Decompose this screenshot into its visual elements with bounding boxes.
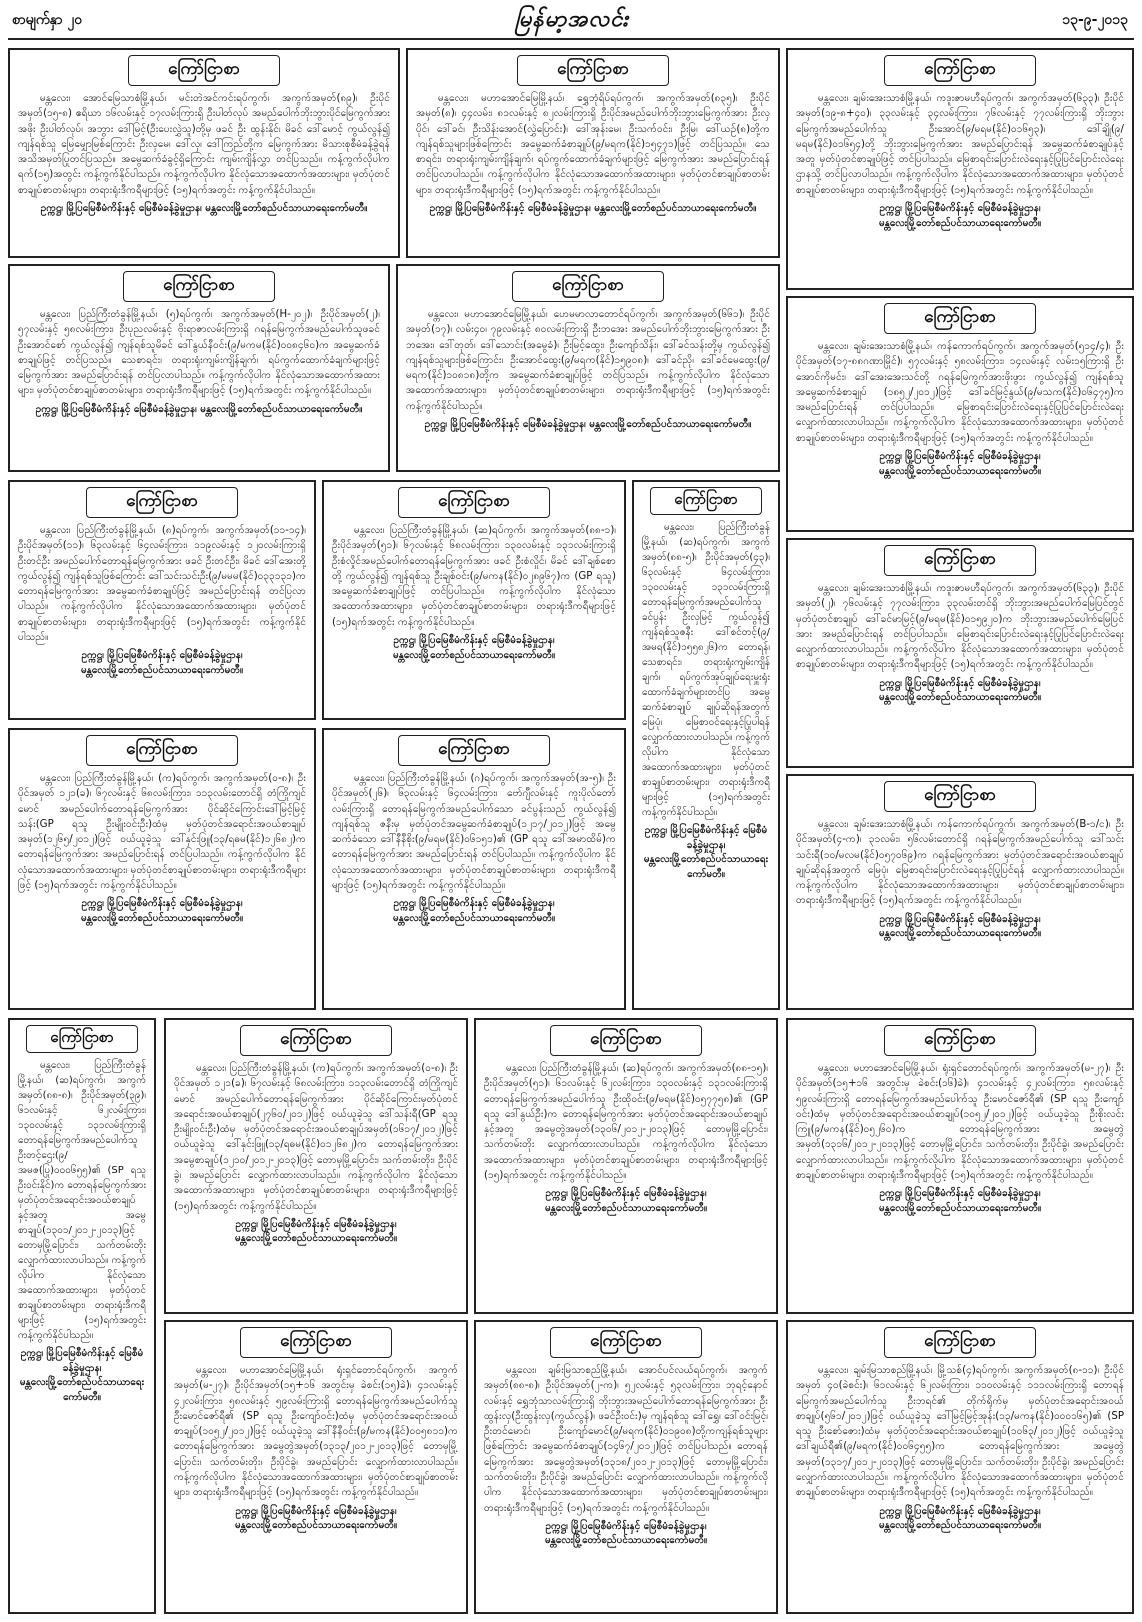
notice-1 bbox=[8, 48, 400, 258]
notice-signature: ဥက္ကဋ္ဌ၊ မြို့ပြမြေစီမံကိန်းနှင့် မြေစီမံခန့်ခွဲမှုဌာန၊ မန္တလေးမြို့တော်စည်ပင်သာယာရေးကော်မတီ။ bbox=[424, 419, 752, 431]
notice-title: ကြော်ငြာစာ bbox=[26, 1025, 138, 1053]
notice-body: မန္တလေး၊ ပြည်ကြီးတံခွန်မြို့နယ်၊ (ဆ)ရပ်ကွက်၊ အကွက်အမှတ်(၈၈-၁)၊ ဦးပိုင်အမှတ်(၅၁)၊ ၆၇လမ်းနှင့် ၆၈လမ်းကြား၊ ၁၃၀လမ်းနှင့် ၁၃၁လမ်းကြားရှိ ဦးစံလှိုင်အမည်ပေါက်တောရန်မြေကွက်အား ဖခင် ဦးစံလှိုင်၊ မိခင် ဒေါ်ချစ်စော တို့ ကွယ်လွန်၍ ကျန်ရစ်သူ ဦးချစ်ဝင်း(၉/မကန(နိုင်)၀၂၈၉၆၇)က (GP ရသူ) အမွေဆက်ခံစာချုပ်ဖြင့် တင်ပြပါသည်။ ကန့်ကွက်လိုပါက နိုင်လုံသောအထောက်အထားများ၊ မှတ်ပုံတင်စာချုပ်စာတမ်းများ၊ တရားရုံးဒီကရီများဖြင့် (၁၅)ရက်အတွင်း ကန့်ကွက်နိုင်ပါသည်။ bbox=[332, 525, 616, 628]
notice-signature: ဥက္ကဋ္ဌ၊ မြို့ပြမြေစီမံကိန်းနှင့် မြေစီမံခန့်ခွဲမှုဌာန၊ မန္တလေးမြို့တော်စည်ပင်သာယာရေးကော်မတီ။ bbox=[40, 203, 368, 215]
page-number: စာမျက်နှာ ၂၀ bbox=[12, 12, 83, 28]
notice-6 bbox=[786, 296, 1134, 532]
notice-16 bbox=[474, 1018, 778, 1314]
notice-body: မန္တလေး၊ ချမ်းမြသာစည်မြို့နယ်၊ အောင်ပင်လယ်ရပ်ကွက်၊ အကွက်အမှတ်(၈၈-၈)၊ ဦးပိုင်အမှတ်(၂-က)၊ ၅၂လမ်းနှင့် ၅၃လမ်းကြား၊ ဘုရင့်နောင်လမ်းနှင့် ရွှေဘုံသာလမ်းကြားရှိ ဘိုးဘွားအမည်ပေါက်တောရန်မြေကွက်အား ဦးထွန်းလှ(ဦးထွန်းလှ(ကွယ်လွန်)၊ ဖခင်ဦးဝင်း)မှ ကျန်ရစ်သူ ဒေါ်ရွှေ၊ ဒေါ်ဝင်းမြင့်၊ ဦးတင်မောင်၊ ဦးကျော်မောင်(၉/မရက(နိုင်)၀၁၉၀၈)တို့ကကျန်ရစ်သူများဖြစ်ကြောင်း အမွေဆက်ခံစာချုပ်(၁၄၆၇/၂၀၁၂)ဖြင့် တင်ပြပါသည်။ တောရန်မြေကွက်အား အမွေတွဲအမှတ်(၁၃၁၈/၂၀၁၂-၂၀၁၃)ဖြင့် တောမှမြို့ပြောင်း၊ သက်တမ်းတိုး၊ ဦးပိုင်ခွဲ၊ အမည်ပြောင်း လျှောက်ထားလာပါသည်။ ကန့်ကွက်လိုပါက နိုင်လုံသောအထောက်အထားများ၊ မှတ်ပုံတင်စာချုပ်စာတမ်းများ၊ တရားရုံးဒီကရီများဖြင့် (၁၅)ရက်အတွင်း ကန့်ကွက်နိုင်ပါသည်။ bbox=[484, 1365, 768, 1514]
notice-body: မန္တလေး၊ မဟာအောင်မြေမြို့နယ်၊ ဟေမမာလာတောင်ရပ်ကွက်၊ အကွက်အမှတ်(၆၆၁)၊ ဦးပိုင်အမှတ်(၁၇)၊ လမ်း၄၀၊ ၇၉လမ်းနှင့် ၈၀လမ်းကြားရှိ ဦးဘအေး အမည်ပေါက်ဘိုးဘွားမြေကွက်အား ဦးဘအေး၊ ဒေါ်တုတ်၊ ဒေါ်သောင်း(အမွေခံ)၊ ဦးမြင့်ထွေး၊ ဦးကျော်သိန်း၊ ဒေါ်ခင်သန်းတို့မှ ကွယ်လွန်၍ ကျန်ရစ်သူများဖြစ်ကြောင်း၊ ဦးအောင်ထွေး(၉/မရက(နိုင်)၁၅၉၀၈)၊ ဒေါ်ခင်ညို၊ ဒေါ်ခင်မေထွေး(၉/မရက(နိုင်)၁၀၈၁၈)တို့က အမွေဆက်ခံစာချုပ်ဖြင့် တင်ပြသည်။ ကန့်ကွက်လိုပါက နိုင်လုံသောအထောက်အထားများ၊ မှတ်ပုံတင်စာချုပ်စာတမ်းများ၊ တရားရုံးဒီကရီများဖြင့် (၁၅)ရက်အတွင်း ကန့်ကွက်နိုင်ပါသည်။ bbox=[406, 309, 770, 412]
header-divider bbox=[8, 38, 1134, 40]
notice-title: ကြော်ငြာစာ bbox=[884, 545, 1036, 576]
notice-9 bbox=[632, 480, 780, 1010]
notice-body: မန္တလေး၊ ချမ်းအေးသာစံမြို့နယ်၊ ကန်ကောက်ရပ်ကွက်၊ အကွက်အမှတ်(B-၁/င)၊ ဦးပိုင်အမှတ်(၄-က)၊ ၃၁လမ်း၊ ၅၆လမ်းတောင်ရှိ ဂရန်မြေကွက်အမည်ပေါက်သူ ဒေါ်သင်းသင်းရီ(၁၀/မလမ(နိုင်)၀၅၇၀၆၉)က ဂရန်မြေကွက်အား မှတ်ပုံတင်အရောင်းအဝယ်စာချုပ် ချုပ်ဆိုရန်အတွက် မြေပုံ၊ မြေစာရင်းပြောင်းလဲရေးနှင့်ပြုပြင်ရန် လျှောက်ထားလာပါသည်။ ကန့်ကွက်လိုပါက နိုင်လုံသောအထောက်အထားများ၊ မှတ်ပုံတင်စာချုပ်စာတမ်းများ၊ တရားရုံးဒီကရီများဖြင့် (၁၅)ရက်အတွင်း ကန့်ကွက်နိုင်ပါသည်။ bbox=[796, 819, 1124, 907]
notice-signature: ဥက္ကဋ္ဌ၊ မြို့ပြမြေစီမံကိန်းနှင့် မြေစီမံခန့်ခွဲမှုဌာန၊ မန္တလေးမြို့တော်စည်ပင်သာယာရေးကော်မတီ။ bbox=[544, 1520, 708, 1547]
notice-2 bbox=[406, 48, 780, 258]
notice-body: မန္တလေး၊ မဟာအောင်မြေမြို့နယ်၊ ရွှေဘုံရိပ်ရပ်ကွက်၊ အကွက်အမှတ်(၈၃၅)၊ ဦးပိုင်အမှတ်(၈)၊ ၄၄လမ်း၊ ၈၁လမ်းနှင့် ၈၂လမ်းကြားရှိ ဦးပိုင်အမည်ပေါက်ဘိုးဘွားမြေကွက်အား ဦးလှပိုင်၊ ဒေါ်ခင်၊ ဦးသိန်းအောင်(လွှဲပြောင်း)၊ ဒေါ်အုန်းမေ၊ ဦးသက်ဝင်း၊ ဦးမြ၊ ဒေါ်ယဉ်(၈)တို့ကကျန်ရစ်သူများဖြစ်ကြောင်း အမွေဆက်ခံစာချုပ်(၉/မရက(နိုင်)၁၅၄၇၁)ဖြင့် တင်ပြသည်။ သေစာရင်း၊ တရားရုံးကျမ်းကျိန်ချက်၊ ရပ်ကွက်ထောက်ခံချက်များဖြင့် မြေကွက်အား အမည်ပြောင်းရန် တင်ပြလာပါသည်။ ကန့်ကွက်လိုပါက နိုင်လုံသောအထောက်အထားများ၊ မှတ်ပုံတင်စာချုပ်စာတမ်းများ၊ တရားရုံးဒီကရီများဖြင့် (၁၅)ရက်အတွင်း ကန့်ကွက်နိုင်ပါသည်။ bbox=[416, 93, 770, 196]
notice-signature: ဥက္ကဋ္ဌ၊ မြို့ပြမြေစီမံကိန်းနှင့် မြေစီမံခန့်ခွဲမှုဌာန၊ မန္တလေးမြို့တော်စည်ပင်သာယာရေးကော်မတီ။ bbox=[80, 898, 244, 924]
notice-signature: ဥက္ကဋ္ဌ၊ မြို့ပြမြေစီမံကိန်းနှင့် မြေစီမံခန့်ခွဲမှုဌာန၊ မန္တလေးမြို့တော်စည်ပင်သာယာရေးကော်မတီ။ bbox=[80, 650, 244, 676]
notice-signature: ဥက္ကဋ္ဌ၊ မြို့ပြမြေစီမံကိန်းနှင့် မြေစီမံခန့်ခွဲမှုဌာန၊ မန္တလေးမြို့တော်စည်ပင်သာယာရေးကော်မတီ။ bbox=[429, 203, 757, 215]
notice-signature: ဥက္ကဋ္ဌ၊ မြို့ပြမြေစီမံကိန်းနှင့် မြေစီမံခန့်ခွဲမှုဌာန၊ မန္တလေးမြို့တော်စည်ပင်သာယာရေးကော်မတီ။ bbox=[392, 898, 556, 924]
newspaper-logo: မြန်မာ့အလင်း bbox=[515, 7, 629, 32]
notice-15 bbox=[164, 1018, 468, 1314]
notice-body: မန္တလေး၊ ပြည်ကြီးတံခွန်မြို့နယ်၊ (ဆ)ရပ်ကွက်၊ အကွက်အမှတ်(၈၈-၅)၊ ဦးပိုင်အမှတ်(၄၃)၊ ၆၃လမ်းနှင့် ၆၄လမ်းကြား၊ ၁၃၀လမ်းနှင့် ၁၃၁လမ်းကြားရှိ တောရန်မြေကွက်အမည်ပေါက်သူ ခင်ပွန်း ဦးလှမြင့် ကွယ်လွန်၍ ကျန်ရစ်သူဇနီး ဒေါ်စင်တင့်(၉/အမရ(နိုင်)၁၅၅၈၂၆)က တောရန်၊ သေစာရင်း၊ တရားရုံးကျမ်းကျိန်ချက်၊ ရပ်ကွက်အုပ်ချုပ်ရေးမှူးရုံး ထောက်ခံချက်များတင်ပြ အမွေဆက်ခံစာချုပ် ချုပ်ဆိုရန်အတွက် မြေပုံ၊ မြေစာဝင်ရေးနှင့်ပြုပါရန် လျှောက်ထားလာပါသည်။ ကန့်ကွက်လိုပါက နိုင်လုံသောအထောက်အထားများ၊ မှတ်ပုံတင်စာချုပ်စာတမ်းများ၊ တရားရုံးဒီကရီများဖြင့် (၁၅)ရက်အတွင်း ကန့်ကွက်နိုင်ပါသည်။ bbox=[642, 522, 770, 818]
notice-body: မန္တလေး၊ ပြည်ကြီးတံခွန်မြို့နယ်၊ (၅)ရပ်ကွက်၊ အကွက်အမှတ်(H-၂၀၂)၊ ဦးပိုင်အမှတ်(၂)၊ ၅၇လမ်းနှင့် ၅၈လမ်းကြား၊ ဦးပုညလမ်းနှင့် ဗိုးရာဇာလမ်းကြားရှိ ဂရန်မြေကွက်အမည်ပေါက်သူဖခင် ဦးအောင်စော် ကွယ်လွန်၍ ကျန်ရစ်သူမိခင် ဒေါ်နွယ်နီဝင်း(၉/မကမ(နိုင်)၀၀၈၄၆၀)က အမွေဆက်ခံစာချုပ်ဖြင့် တင်ပြသည်။ သေစာရင်း၊ တရားရုံးကျမ်းကျိန်ချက်၊ ရပ်ကွက်ထောက်ခံချက်များဖြင့် မြေကွက်အား အမည်ပြောင်းရန် တင်ပြလာပါသည်။ ကန့်ကွက်လိုပါက နိုင်လုံသောအထောက်အထားများ၊ မှတ်ပုံတင်စာချုပ်စာတမ်းများ၊ တရားရုံးဒီကရီများဖြင့် (၁၅)ရက်အတွင်း ကန့်ကွက်နိုင်ပါသည်။ bbox=[18, 309, 380, 397]
notice-body: မန္တလေး၊ ပြည်ကြီးတံခွန်မြို့နယ်၊ (ဂ)ရပ်ကွက်၊ အကွက်အမှတ်(အ-၅)၊ ဦးပိုင်အမှတ်(၂၆)၊ ၆၃လမ်းနှင့် ၆၄လမ်းကြား၊ ဗော်ဂျီလမ်းနှင့် ကူးပိုလ်တော်လမ်းကြားရှိ တောရန်မြေကွက်အမည်ပေါက်သော ခင်ပွန်းသည် ကွယ်လွန်၍ ကျန်ရစ်သူ ဇနီးမှ မှတ်ပုံတင်အမွေဆက်ခံစာချုပ်(၁၂၁၇/၂၀၁၂)ဖြင့် အမွေဆက်ခံသော ဒေါ်နီနီစိုး(၉/မရမ(နိုင်)၀၆၁၅၁)၏ (GP ရသူ ဒေါ်အမာထိမ်)က တောရန်မြေကွက်အား အမည်ပြောင်းရန် တင်ပြပါသည်။ ကန့်ကွက်လိုပါက နိုင်လုံသောအထောက်အထားများ၊ မှတ်ပုံတင်စာချုပ်စာတမ်းများ၊ တရားရုံးဒီကရီများဖြင့် (၁၅)ရက်အတွင်း ကန့်ကွက်နိုင်ပါသည်။ bbox=[332, 773, 616, 892]
notice-title: ကြော်ငြာစာ bbox=[884, 1327, 1036, 1358]
notice-signature: ဥက္ကဋ္ဌ၊ မြို့ပြမြေစီမံကိန်းနှင့် မြေစီမံခန့်ခွဲမှုဌာန၊ မန္တလေးမြို့တော်စည်ပင်သာယာရေးကော်မတီ။ bbox=[878, 451, 1042, 477]
notice-17 bbox=[786, 1018, 1134, 1314]
notice-title: ကြော်ငြာစာ bbox=[398, 487, 550, 518]
notice-3 bbox=[786, 48, 1134, 290]
notice-signature: ဥက္ကဋ္ဌ၊ မြို့ပြမြေစီမံကိန်းနှင့် မြေစီမံခန့်ခွဲမှုဌာန၊ မန္တလေးမြို့တော်စည်ပင်သာယာရေးကော်မတီ။ bbox=[19, 1348, 145, 1403]
notice-body: မန္တလေး၊ ပြည်ကြီးတံခွန်မြို့နယ်၊ (က)ရပ်ကွက်၊ အကွက်အမှတ်(၀-၈)၊ ဦးပိုင်အမှတ် ၁၂၁(ခ)၊ ၆၇လမ်းနှင့် ၆၈လမ်းကြား၊ ၁၁၃လမ်းတောင်ရှိ တံကြိုကျင်မောင် အမည်ပေါက်တောရန်မြေကွက်အား ပိုင်ဆိုင်ကြောင်းမှတ်ပုံတင်အရောင်းအဝယ်စာချုပ်(၂၇၆၀/၂၀၁၂)ဖြင့် ဝယ်ယူခဲ့သူ ဒေါ်သန်းရီ(GP ရသူ ဦးမျိုးဝင်းဦး)ထံမှ မှတ်ပုံတင်အရောင်းအဝယ်စာချုပ်အမှတ်(၁၆၁၇/၂၀၁၂)ဖြင့် ဝယ်ယူခဲ့သူ ဒေါ်နှင်းဖြူ(၁၃/ရဓမ(နိုင်)၀၁၂၆၈၂)က တောရန်မြေကွက်အား အမွေစာချုပ်(၁၂၁၀/၂၀၁၂-၂၀၁၃)ဖြင့် တောမှမြို့ပြောင်း၊ သက်တမ်းတိုး၊ ဦးပိုင်ခွဲ၊ အမည်ပြောင်း လျှောက်ထားလာပါသည်။ ကန့်ကွက်လိုပါက နိုင်လုံသောအထောက်အထားများ၊ မှတ်ပုံတင်စာချုပ်စာတမ်းများ၊ တရားရုံးဒီကရီများဖြင့် (၁၅)ရက်အတွင်း ကန့်ကွက်နိုင်ပါသည်။ bbox=[174, 1063, 458, 1212]
notice-title: ကြော်ငြာစာ bbox=[550, 1327, 702, 1358]
notice-signature: ဥက္ကဋ္ဌ၊ မြို့ပြမြေစီမံကိန်းနှင့် မြေစီမံခန့်ခွဲမှုဌာန၊ မန္တလေးမြို့တော်စည်ပင်သာယာရေးကော်မတီ။ bbox=[544, 1188, 708, 1214]
notice-body: မန္တလေး၊ ချမ်းအေးသာစံမြို့နယ်၊ ကန်ကောက်ရပ်ကွက်၊ အကွက်အမှတ်(၅၁၄/၄)၊ ဦးပိုင်အမှတ်(၁၇-၈၈ဂဏာမြိုင်)၊ ၅၇လမ်းနှင့် ၅၈လမ်းကြား၊ ၁၄လမ်းနှင့် လမ်း၁၅ကြားရှိ ဦးအောင်ကိုမင်း၊ ဒေါ်အေးအေးသင်တို့ ဂရန်မြေကွက်အားဖိုးဖွား ကွယ်လွန်၍ ကျန်ရစ်သူ အမွေဆက်ခံစာချုပ် (၁၈၅၂/၂၀၁၂)ဖြင့် ဒေါ်ခင်မြင့်နွယ်(၉/မသက(နိုင်)၀၆၄၇၅)က အမည်ပြောင်းရန် တင်ပြပါသည်။ မြေစာရင်းပြောင်းလဲရေးနှင့်ပြုပြင်ပြောင်းလဲရေး လျှောက်ထားလာပါသည်။ ကန့်ကွက်လိုပါက နိုင်လုံသောအထောက်အထားများ၊ မှတ်ပုံတင်စာချုပ်စာတမ်းများ၊ တရားရုံးဒီကရီများဖြင့် (၁၅)ရက်အတွင်း ကန့်ကွက်နိုင်ပါသည်။ bbox=[796, 341, 1124, 444]
notice-signature: ဥက္ကဋ္ဌ၊ မြို့ပြမြေစီမံကိန်းနှင့် မြေစီမံခန့်ခွဲမှုဌာန၊ မန္တလေးမြို့တော်စည်ပင်သာယာရေးကော်မတီ။ bbox=[234, 1218, 398, 1245]
notice-4 bbox=[8, 264, 390, 472]
notice-body: မန္တလေး၊ အောင်မြေသာစံမြို့နယ်၊ မင်းတဲအင်ကင်းရပ်ကွက်၊ အကွက်အမှတ်(၈၉)၊ ဦးပိုင်အမှတ်(၁၅-၈) ဧရိယာ ၁၆လမ်းနှင့် ၁၇လမ်းကြားရှိ ဦးပါတ်လုပ် အမည်ပေါက်ဘိုးဘွားပိုင်မြေကွက်အား အဖိုး ဦးပါတ်လုပ်၊ အဘွား ဒေါ်မြင့်(ဦးပေးလွှဲသူ)တို့မှ ဖခင် ဦး ထွန်းနိုင်၊ မိခင် ဒေါ်မောင့် ကွယ်လွန်၍ ကျန်ရစ်သူ မြေမျှောမြစ်ကြောင်း ဦးလှမေ၊ ဒေါ်လှ၊ ဒေါ်ကြည်တို့က မြေကွက်အား မိသားစုစီမံခန့်ခွဲရန် အသိအမှတ်ပြုတင်ပြသည်။ အမွေဆက်ခံခွင့်ရှိကြောင်း ကျမ်းကျိန်လွှာ တင်ပြသည်။ ကန့်ကွက်လိုပါက ရက်(၁၅)အတွင်း ကန့်ကွက်နိုင်ပါသည်။ ကန့်ကွက်လိုပါက နိုင်လုံသောအထောက်အထားများ၊ မှတ်ပုံတင်စာချုပ်စာတမ်းများ၊ တရားရုံးဒီကရီများဖြင့် (၁၅)ရက်အတွင်း ကန့်ကွက်နိုင်ပါသည်။ bbox=[18, 93, 390, 196]
notice-8 bbox=[322, 480, 626, 720]
masthead bbox=[0, 0, 1142, 40]
notice-signature: ဥက္ကဋ္ဌ၊ မြို့ပြမြေစီမံကိန်းနှင့် မြေစီမံခန့်ခွဲမှုဌာန၊ မန္တလေးမြို့တော်စည်ပင်သာယာရေးကော်မတီ။ bbox=[878, 1505, 1042, 1532]
notice-14 bbox=[8, 1018, 156, 1614]
notice-title: ကြော်ငြာစာ bbox=[884, 55, 1036, 86]
notice-signature: ဥက္ကဋ္ဌ၊ မြို့ပြမြေစီမံကိန်းနှင့် မြေစီမံခန့်ခွဲမှုဌာန၊ မန္တလေးမြို့တော်စည်ပင်သာယာရေးကော်မတီ။ bbox=[392, 635, 556, 661]
notice-signature: ဥက္ကဋ္ဌ၊ မြို့ပြမြေစီမံကိန်းနှင့် မြေစီမံခန့်ခွဲမှုဌာန၊ မန္တလေးမြို့တော်စည်ပင်သာယာရေးကော်မတီ။ bbox=[878, 1188, 1042, 1214]
notice-body: မန္တလေး၊ ချမ်းမြသာစည်မြို့နယ်၊ မြို့သစ်(၄)ရပ်ကွက်၊ အကွက်အမှတ်(၈-၁၁)၊ ဦးပိုင်အမှတ် ၄၀(ခဲစင်း)၊ ၆၁လမ်းနှင့် ၆၂လမ်းကြား၊ ၁၁၀လမ်းနှင့် ၁၁၁လမ်းကြားရှိ တောရန်မြေကွက်အမည်ပေါက်သူ ဦးဘရင်၏ တိုက်ရိုက်မှ မှတ်ပုံတင်အရောင်းအဝယ်စာချုပ်(၅၆၁/၂၀၁၂)ဖြင့် ဝယ်ယူခဲ့သူ ဒေါ်မြင့်မြင့်အုန်း(၁၃/မကန(နိုင်)၀၀၀၁၆၅)၏ (SP ရသူ ဦးစော်ဇေား)ထံမှ မှတ်ပုံတင်အရောင်းအဝယ်စာချုပ်(၁၀၆၃/၂၀၁၂)ဖြင့် ဝယ်ယူခဲ့သူ ဒေါ်ချယ်ရီ၏(၉/မရက(နိုင်)၀၀၆၄၅၅)က တောရန်မြေကွက်အား အမွေတွဲအမှတ်(၁၃၁၇/၂၀၁၂-၂၀၁၃)ဖြင့် တောမှမြို့ပြောင်း၊ သက်တမ်းတိုး၊ ဦးပိုင်ခွဲ၊ အမည်ပြောင်း လျှောက်ထားလာပါသည်။ ကန့်ကွက်လိုပါက နိုင်လုံသောအထောက်အထားများ၊ မှတ်ပုံတင်စာချုပ်စာတမ်းများ၊ တရားရုံးဒီကရီများဖြင့် (၁၅)ရက်အတွင်း ကန့်ကွက်နိုင်ပါသည်။ bbox=[796, 1365, 1124, 1499]
notice-5 bbox=[396, 264, 780, 472]
notice-title: ကြော်ငြာစာ bbox=[512, 271, 664, 302]
notice-title: ကြော်ငြာစာ bbox=[128, 55, 280, 86]
notice-body: မန္တလေး၊ ပြည်ကြီးတံခွန်မြို့နယ်၊ (က)ရပ်ကွက်၊ အကွက်အမှတ်(၀-၈)၊ ဦးပိုင်အမှတ် ၁၂၁(ခ)၊ ၆၇လမ်းနှင့် ၆၈လမ်းကြား၊ ၁၁၃လမ်းတောင်ရှိ တံကြိုကျင်မောင် အမည်ပေါက်တောရန်မြေကွက်အား ပိုင်ဆိုင်ကြောင်းဒေါ်မြင့်မြင့်သန်း(GP ရသူ ဦးမျိုးဝင်းဦး)ထံမှ မှတ်ပုံတင်အရောင်းအဝယ်စာချုပ်အမှတ်(၁၂၆၅/၂၀၁၂)ဖြင့် ဝယ်ယူခဲ့သူ ဒေါ်နှင်းဖြူ(၁၃/ရဓမ(နိုင်)၁၂၆၈၂)က တောရန်မြေကွက်အား အမည်ပြောင်းရန် တင်ပြပါသည်။ ကန့်ကွက်လိုပါက နိုင်လုံသောအထောက်အထားများ၊ မှတ်ပုံတင်စာချုပ်စာတမ်းများ၊ တရားရုံးဒီကရီများဖြင့် (၁၅)ရက်အတွင်း ကန့်ကွက်နိုင်ပါသည်။ bbox=[18, 773, 306, 892]
notice-19 bbox=[474, 1320, 778, 1614]
notice-title: ကြော်ငြာစာ bbox=[650, 487, 762, 515]
notice-body: မန္တလေး၊ မဟာအောင်မြေမြို့နယ်၊ ရုံးရှင်တောင်ရပ်ကွက်၊ အကွက်အမှတ်(မ-၂၇)၊ ဦးပိုင်အမှတ်(၁၅+၁၆ အတွင်းမှ ခဲစင်း(၁၆)ခဲ)၊ ၄၁လမ်းနှင့် ၄၂လမ်းကြား၊ ၅၈လမ်းနှင့် ၅၉လမ်းကြားရှိ တောရန်မြေကွက်အမည်ပေါက်သူ ဦးမောင်ဇော်ရီ၏ (SP ရသူ ဦးကျော်ဝင်း)ထံမှ မှတ်ပုံတင်အရောင်းအဝယ်စာချုပ်(၁၀၅၂/၂၀၁၂)ဖြင့် ဝယ်ယူခဲ့သူ ဦးစိုးလင်းကြူ(၉/မကန(နိုင်)၀၅၂၆၀)က တောရန်မြေကွက်အား အမွေတွဲအမှတ်(၁၃၁၆/၂၀၁၂-၂၀၁၃)ဖြင့် တောမှမြို့ပြောင်း၊ သက်တမ်းတိုး၊ ဦးပိုင်ခွဲ၊ အမည်ပြောင်း လျှောက်ထားလာပါသည်။ ကန့်ကွက်လိုပါက နိုင်လုံသောအထောက်အထားများ၊ မှတ်ပုံတင်စာချုပ်စာတမ်းများ၊ တရားရုံးဒီကရီများဖြင့် (၁၅)ရက်အတွင်း ကန့်ကွက်နိုင်ပါသည်။ bbox=[796, 1063, 1124, 1182]
notice-13 bbox=[786, 774, 1134, 1010]
notice-title: ကြော်ငြာစာ bbox=[240, 1025, 392, 1056]
notice-signature: ဥက္ကဋ္ဌ၊ မြို့ပြမြေစီမံကိန်းနှင့် မြေစီမံခန့်ခွဲမှုဌာန၊ မန္တလေးမြို့တော်စည်ပင်သာယာရေးကော်မတီ။ bbox=[643, 825, 769, 880]
notice-20 bbox=[786, 1320, 1134, 1614]
notice-signature: ဥက္ကဋ္ဌ၊ မြို့ပြမြေစီမံကိန်းနှင့် မြေစီမံခန့်ခွဲမှုဌာန၊ မန္တလေးမြို့တော်စည်ပင်သာယာရေးကော်မတီ။ bbox=[35, 403, 363, 415]
notice-7 bbox=[8, 480, 316, 720]
notice-title: ကြော်ငြာစာ bbox=[240, 1327, 392, 1358]
notice-signature: ဥက္ကဋ္ဌ၊ မြို့ပြမြေစီမံကိန်းနှင့် မြေစီမံခန့်ခွဲမှုဌာန၊ မန္တလေးမြို့တော်စည်ပင်သာယာရေးကော်မတီ။ bbox=[234, 1505, 398, 1532]
notice-title: ကြော်ငြာစာ bbox=[517, 55, 669, 86]
notice-body: မန္တလေး၊ မဟာအောင်မြေမြို့နယ်၊ ရုံးရှင်တောင်ရပ်ကွက်၊ အကွက်အမှတ်(မ-၂၇)၊ ဦးပိုင်အမှတ်(၁၅+၁၆ အတွင်းမှ ခဲစင်း(၁၅)ခဲ)၊ ၄၁လမ်းနှင့် ၄၂လမ်းကြား၊ ၅၈လမ်းနှင့် ၅၉လမ်းကြားရှိ တောရန်မြေကွက်အမည်ပေါက်သူ ဦးမောင်ဇော်ရီ၏ (SP ရသူ ဦးကျော်ဝင်း)ထံမှ မှတ်ပုံတင်အရောင်းအဝယ်စာချုပ်(၁၀၅၂/၂၀၁၂)ဖြင့် ဝယ်ယူခဲ့သူ ဒေါ်နီနီဝင်း(၉/မကန(နိုင်)၀၀၅၈၁၁)က တောရန်မြေကွက်အား အမွေတွဲအမှတ်(၁၃၁၃/၂၀၁၂-၂၀၁၃)ဖြင့် တောမှမြို့ပြောင်း၊ သက်တမ်းတိုး၊ ဦးပိုင်ခွဲ၊ အမည်ပြောင်း လျှောက်ထားလာပါသည်။ ကန့်ကွက်လိုပါက နိုင်လုံသောအထောက်အထားများ၊ မှတ်ပုံတင်စာချုပ်စာတမ်းများ၊ တရားရုံးဒီကရီများဖြင့် (၁၅)ရက်အတွင်း ကန့်ကွက်နိုင်ပါသည်။ bbox=[174, 1365, 458, 1499]
notice-body: မန္တလေး၊ ပြည်ကြီးတံခွန်မြို့နယ်၊ (ဆ)ရပ်ကွက်၊ အကွက်အမှတ်(၈၈-၈)၊ ဦးပိုင်အမှတ်(၃၉)၊ ၆၁လမ်းနှင့် ၆၂လမ်းကြား၊ ၁၃၀လမ်းနှင့် ၁၃၁လမ်းကြားရှိ တောရန်မြေကွက်အမည်ပေါက်သူ ဦးတင့်ဌေး(၉/အမဇ(ပြု)၀၀၀၆၅၅)၏ (SP ရသူ ဦးဝင်းနိုင်)က တောရန်မြေကွက်အား မှတ်ပုံတင်အရောင်းအဝယ်စာချုပ်နှင့်အတူ အမွေစာချုပ်(၁၃၀၁/၂၀၁၂-၂၀၁၃)ဖြင့် တောမှမြို့ပြောင်း၊ သက်တမ်းတိုး လျှောက်ထားလာပါသည်။ ကန့်ကွက်လိုပါက နိုင်လုံသောအထောက်အထားများ၊ မှတ်ပုံတင်စာချုပ်စာတမ်းများ၊ တရားရုံးဒီကရီများဖြင့် (၁၅)ရက်အတွင်း ကန့်ကွက်နိုင်ပါသည်။ bbox=[18, 1060, 146, 1341]
notice-title: ကြော်ငြာစာ bbox=[86, 487, 238, 518]
notice-body: မန္တလေး၊ ပြည်ကြီးတံခွန်မြို့နယ်၊ (၈)ရပ်ကွက်၊ အကွက်အမှတ်(၁၁-၁၄)၊ ဦးပိုင်အမှတ်(၁၁)၊ ၆၃လမ်းနှင့် ၆၄လမ်းကြား၊ ၁၁၉လမ်းနှင့် ၁၂၀လမ်းကြားရှိ ဦးတင်ဦး အမည်ပေါက်တောရန်မြေကွက်အား ဖခင် ဦးတင်ဦး၊ မိခင် ဒေါ်အေးတို့ ကွယ်လွန်၍ ကျန်ရစ်သူဖြစ်ကြောင်း ဒေါ်သင်းသင်းဦး(၉/မမမ(နိုင်)၀၃၃၁၃၁)က တောရန်မြေကွက်အား အမွေဆက်ခံစာချုပ်ဖြင့် အမည်ပြောင်းရန် တင်ပြလာပါသည်။ ကန့်ကွက်လိုပါက နိုင်လုံသောအထောက်အထားများ၊ မှတ်ပုံတင်စာချုပ်စာတမ်းများ၊ တရားရုံးဒီကရီများဖြင့် (၁၅)ရက်အတွင်း ကန့်ကွက်နိုင်ပါသည်။ bbox=[18, 525, 306, 644]
notice-title: ကြော်ငြာစာ bbox=[550, 1025, 702, 1056]
notice-title: ကြော်ငြာစာ bbox=[884, 781, 1036, 812]
notice-18 bbox=[164, 1320, 468, 1614]
notice-10 bbox=[786, 538, 1134, 768]
notice-title: ကြော်ငြာစာ bbox=[86, 735, 238, 766]
notice-body: မန္တလေး၊ ပြည်ကြီးတံခွန်မြို့နယ်၊ (ဆ)ရပ်ကွက်၊ အကွက်အမှတ်(၈၈-၁၅)၊ ဦးပိုင်အမှတ်(၅၁)၊ ၆၁လမ်းနှင့် ၆၂လမ်းကြား၊ ၁၃၀လမ်းနှင့် ၁၃၁လမ်းကြားရှိ တောရန်မြေကွက်အမည်ပေါက်သူ ဦးထိုဝင်း(၉/မရမ(နိုင်)၀၅၇၇၅၈)၏ (GP ရသူ ဒေါ်နွယ်ဦး)က တောရန်မြေကွက်အား မှတ်ပုံတင်အရောင်းအဝယ်စာချုပ်နှင့်အတူ အမွေတွဲအမှတ်(၁၃၀၆/၂၀၁၂-၂၀၁၃)ဖြင့် တောမှမြို့ပြောင်း၊ သက်တမ်းတိုး လျှောက်ထားလာပါသည်။ ကန့်ကွက်လိုပါက နိုင်လုံသောအထောက်အထားများ၊ မှတ်ပုံတင်စာချုပ်စာတမ်းများ၊ တရားရုံးဒီကရီများဖြင့် (၁၅)ရက်အတွင်း ကန့်ကွက်နိုင်ပါသည်။ bbox=[484, 1063, 768, 1182]
notice-signature: ဥက္ကဋ္ဌ၊ မြို့ပြမြေစီမံကိန်းနှင့် မြေစီမံခန့်ခွဲမှုဌာန၊ မန္တလေးမြို့တော်စည်ပင်သာယာရေးကော်မတီ။ bbox=[878, 677, 1042, 704]
notice-body: မန္တလေး၊ ချမ်းအေးသာစံမြို့နယ်၊ ကဒူးဇာမဟီရပ်ကွက်၊ အကွက်အမှတ်(၆၃၃)၊ ဦးပိုင်အမှတ်(၁၉-၈+၄၀)၊ ၃၃လမ်းနှင့် ၃၄လမ်းကြား၊ ၇၆လမ်းနှင့် ၇၇လမ်းကြားရှိ ဘိုးဘွားမြေကွက်အမည်ပေါက်သူ ဦးအောင်(၉/မရမ(နိုင်)၀၁၆၅၃)၊ ဒေါ်ချို(၉/မရမ(နိုင်)၀၁၆၅၄)တို့ ဘိုးဘွားမြေကွက်အား အမည်ပြောင်းရန် အမွေဆက်ခံစာချုပ်နှင့်အတူ မှတ်ပုံတင်စာချုပ်ဖြင့် တင်ပြပါသည်။ မြေစာရင်းပြောင်းလဲရေးနှင့်ပြုပြင်ပြောင်းလဲရေး ဌာနသို့ တင်ပြလာပါသည်။ ကန့်ကွက်လိုပါက နိုင်လုံသောအထောက်အထားများ၊ မှတ်ပုံတင်စာချုပ်စာတမ်းများ၊ တရားရုံးဒီကရီများဖြင့် (၁၅)ရက်အတွင်း ကန့်ကွက်နိုင်ပါသည်။ bbox=[796, 93, 1124, 196]
notice-signature: ဥက္ကဋ္ဌ၊ မြို့ပြမြေစီမံကိန်းနှင့် မြေစီမံခန့်ခွဲမှုဌာန၊ မန္တလေးမြို့တော်စည်ပင်သာယာရေးကော်မတီ။ bbox=[878, 203, 1042, 229]
notice-title: ကြော်ငြာစာ bbox=[123, 271, 275, 302]
notice-title: ကြော်ငြာစာ bbox=[884, 1025, 1036, 1056]
notice-title: ကြော်ငြာစာ bbox=[398, 735, 550, 766]
notice-body: မန္တလေး၊ ချမ်းအေးသာစံမြို့နယ်၊ ကဒူးဇာမဟီရပ်ကွက်၊ အကွက်အမှတ်(၆၃၃)၊ ဦးပိုင်အမှတ်(၂)၊ ၇၆လမ်းနှင့် ၇၇လမ်းကြား၊ ၃၃လမ်းတင်ရှိ ဘိုးဘွားအမည်ပေါက်မြေပြင်တွင် မှတ်ပုံတင်စာချုပ် ဒေါ်ခင်မာမြင့်(၉/မရမ(နိုင်)၀၁၅၉၂၀)က ဘိုးဘွားအမည်ပေါက်မြေပြင်အား အမည်ပြောင်းရန် တင်ပြပါသည်။ မြေစာရင်းပြောင်းလဲရေးနှင့်ပြုပြင်ပြောင်းလဲရေး လျှောက်ထားလာပါသည်။ ကန့်ကွက်လိုပါက နိုင်လုံသောအထောက်အထားများ၊ မှတ်ပုံတင်စာချုပ်စာတမ်းများ၊ တရားရုံးဒီကရီများဖြင့် (၁၅)ရက်အတွင်း ကန့်ကွက်နိုင်ပါသည်။ bbox=[796, 583, 1124, 671]
issue-date: ၁၃-၉-၂၀၁၃ bbox=[1062, 12, 1128, 28]
notice-signature: ဥက္ကဋ္ဌ၊ မြို့ပြမြေစီမံကိန်းနှင့် မြေစီမံခန့်ခွဲမှုဌာန၊ မန္တလေးမြို့တော်စည်ပင်သာယာရေးကော်မတီ။ bbox=[878, 913, 1042, 940]
notice-title: ကြော်ငြာစာ bbox=[884, 303, 1036, 334]
notice-12 bbox=[322, 728, 626, 1010]
notice-11 bbox=[8, 728, 316, 1010]
